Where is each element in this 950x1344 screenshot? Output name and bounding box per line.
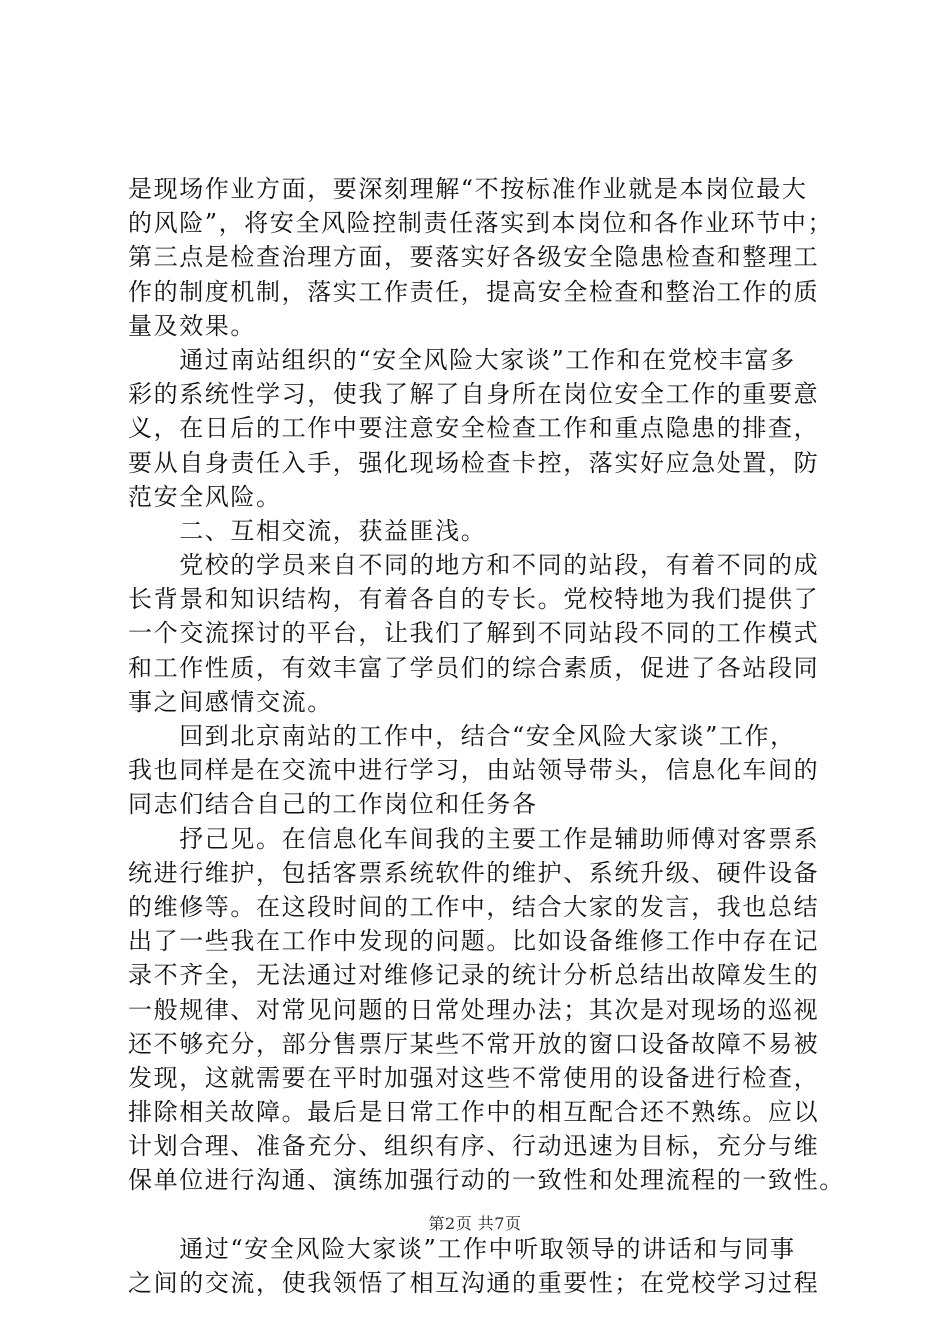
text-line: 计划合理、准备充分、组织有序、行动迅速为目标，充分与维 bbox=[128, 1132, 820, 1161]
document-body bbox=[128, 172, 845, 1300]
text-line: 量及效果。 bbox=[128, 311, 256, 340]
text-line: 抒己见。在信息化车间我的主要工作是辅助师傅对客票系 bbox=[128, 824, 820, 853]
text-line: 彩的系统性学习，使我了解了自身所在岗位安全工作的重要意 bbox=[128, 380, 820, 409]
text-line: 要从自身责任入手，强化现场检查卡控，落实好应急处置，防 bbox=[128, 448, 820, 477]
text-line: 我也同样是在交流中进行学习，由站领导带头，信息化车间的 bbox=[128, 756, 820, 785]
text-line: 通过“安全风险大家谈”工作中听取领导的讲话和与同事 bbox=[128, 1234, 796, 1263]
text-line: 一般规律、对常见问题的日常处理办法；其次是对现场的巡视 bbox=[128, 995, 820, 1024]
text-line: 通过南站组织的“安全风险大家谈”工作和在党校丰富多 bbox=[128, 345, 796, 374]
text-line: 和工作性质，有效丰富了学员们的综合素质，促进了各站段同 bbox=[128, 653, 820, 682]
text-line: 录不齐全，无法通过对维修记录的统计分析总结出故障发生的 bbox=[128, 961, 820, 990]
text-line: 义，在日后的工作中要注意安全检查工作和重点隐患的排查， bbox=[128, 414, 820, 443]
text-line: 第三点是检查治理方面，要落实好各级安全隐患检查和整理工 bbox=[128, 243, 820, 272]
text-line: 回到北京南站的工作中，结合“安全风险大家谈”工作， bbox=[128, 722, 796, 750]
text-line: 同志们结合自己的工作岗位和任务各 bbox=[128, 790, 538, 819]
text-line: 范安全风险。 bbox=[128, 482, 282, 511]
text-line: 发现，这就需要在平时加强对这些不常使用的设备进行检查， bbox=[128, 1063, 820, 1092]
text-line: 党校的学员来自不同的地方和不同的站段，有着不同的成 bbox=[128, 551, 820, 580]
text-line: 统进行维护，包括客票系统软件的维护、系统升级、硬件设备 bbox=[128, 858, 820, 887]
text-line: 保单位进行沟通、演练加强行动的一致性和处理流程的一致性。 bbox=[128, 1166, 845, 1195]
text-line: 出了一些我在工作中发现的问题。比如设备维修工作中存在记 bbox=[128, 927, 820, 956]
text-line: 事之间感情交流。 bbox=[128, 687, 333, 716]
text-line: 的维修等。在这段时间的工作中，结合大家的发言，我也总结 bbox=[128, 892, 820, 921]
text-line: 作的制度机制，落实工作责任，提高安全检查和整治工作的质 bbox=[128, 277, 820, 306]
text-line: 是现场作业方面，要深刻理解“不按标准作业就是本岗位最大 bbox=[128, 175, 808, 203]
text-line: 排除相关故障。最后是日常工作中的相互配合还不熟练。应以 bbox=[128, 1098, 820, 1127]
text-line: 还不够充分，部分售票厅某些不常开放的窗口设备故障不易被 bbox=[128, 1029, 820, 1058]
page-number-footer: 第2页 共7页 bbox=[428, 1214, 522, 1233]
text-line: 之间的交流，使我领悟了相互沟通的重要性；在党校学习过程 bbox=[128, 1269, 820, 1297]
text-line: 的风险”，将安全风险控制责任落实到本岗位和各作业环节中； bbox=[128, 209, 834, 238]
text-line: 一个交流探讨的平台，让我们了解到不同站段不同的工作模式 bbox=[128, 619, 820, 648]
section-heading: 二、互相交流，获益匪浅。 bbox=[128, 516, 487, 545]
text-line: 长背景和知识结构，有着各自的专长。党校特地为我们提供了 bbox=[128, 585, 820, 614]
